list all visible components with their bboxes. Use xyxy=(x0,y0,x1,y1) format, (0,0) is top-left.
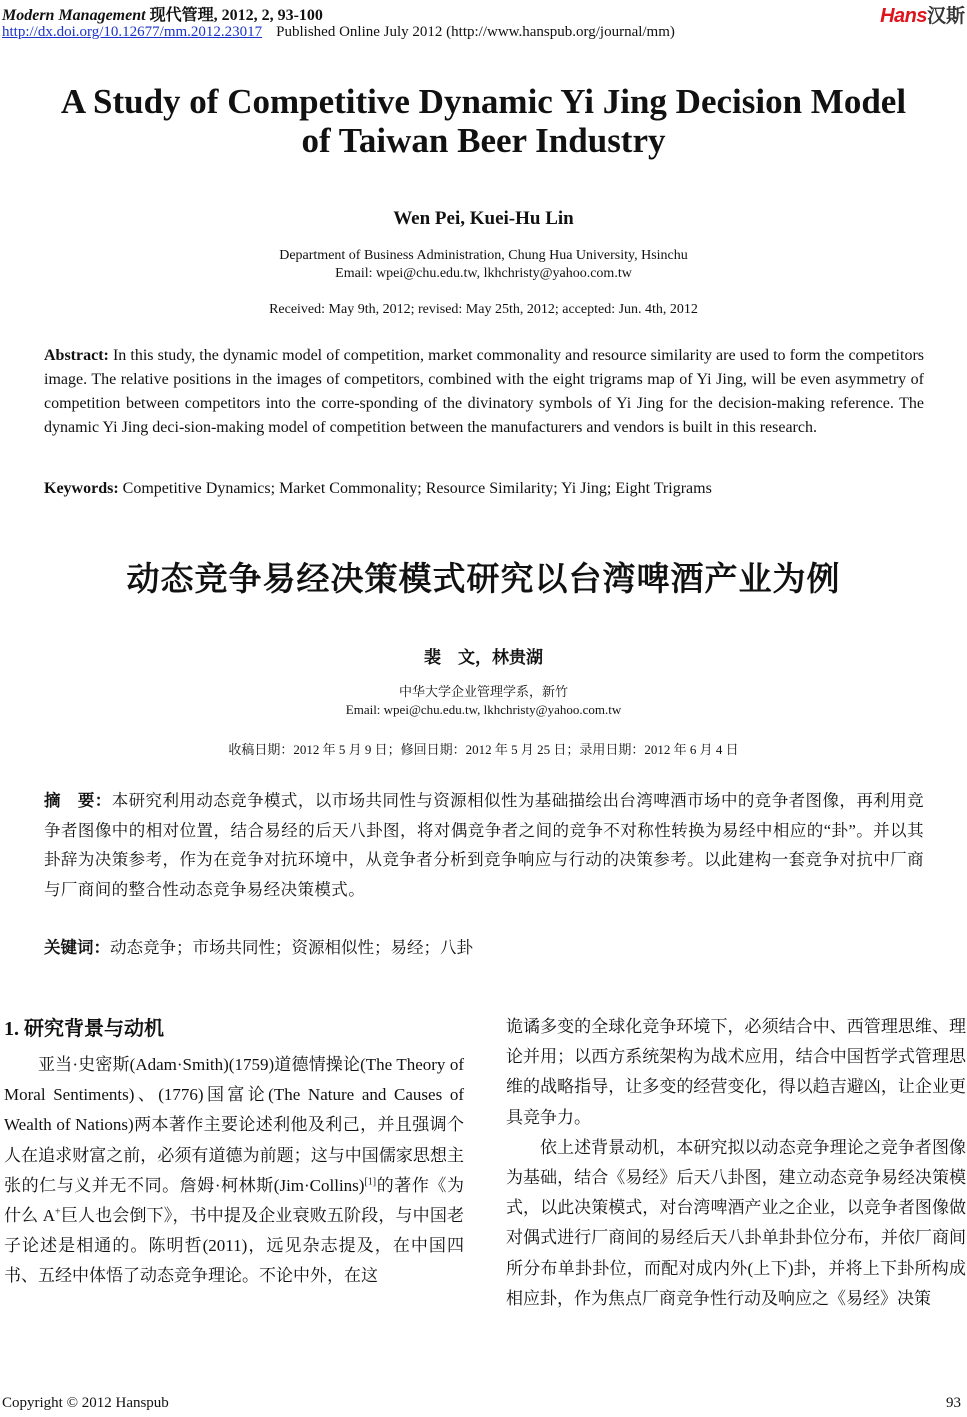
paper-title-english xyxy=(0,82,967,160)
paragraph-continued: 诡谲多变的全球化竞争环境下，必须结合中、西管理思维、理论并用；以西方系统架构为战术应用，结合中国哲学式管理思维的战略指导，让多变的经营变化，得以趋吉避凶，让企业更具竞争力。 xyxy=(506,1017,966,1127)
page-number: 93 xyxy=(946,1395,961,1411)
abstract-english xyxy=(44,344,924,440)
abstract-label-cn: 摘 要： xyxy=(44,791,112,810)
abstract-text-cn: 本研究利用动态竞争模式，以市场共同性与资源相似性为基础描绘出台湾啤酒市场中的竞争者图像，再利用竞争者图像中的相对位置，结合易经的后天八卦图，将对偶竞争者之间的竞争不对称性转换为易经中相应的“卦”。并以其卦辞为决策参考，作为在竞争对抗环境中，从竞争者分析到竞争响应与行动的决策参考。以此建构一套竞争对抗中厂商与厂商间的整合性动态竞争易经决策模式。 xyxy=(44,791,924,899)
section-heading xyxy=(4,1012,164,1041)
paper-title-chinese: 动态竞争易经决策模式研究以台湾啤酒产业为例 xyxy=(126,559,841,598)
abstract-chinese xyxy=(44,786,924,904)
authors-chinese: 裴 文，林贵湖 xyxy=(424,648,543,667)
keywords-text-cn: 动态竞争；市场共同性；资源相似性；易经；八卦 xyxy=(110,938,473,957)
keywords-label: Keywords: xyxy=(44,480,119,497)
paragraph xyxy=(4,1050,464,1292)
body-column-right xyxy=(506,1012,966,1314)
affiliation-text: Department of Business Administration, Chung Hua University, Hsinchu xyxy=(279,248,688,263)
logo-latin: Hans xyxy=(880,5,927,27)
citation-ref[interactable]: [1] xyxy=(364,1176,377,1188)
section-title: 研究背景与动机 xyxy=(24,1016,164,1040)
received-dates-english: Received: May 9th, 2012; revised: May 25th, 2012; accepted: Jun. 4th, 2012 xyxy=(269,302,698,317)
keywords-english xyxy=(44,480,924,498)
published-online: Published Online July 2012 (http://www.hanspub.org/journal/mm) xyxy=(276,24,675,40)
paragraph-text: 的著作《为什么 A xyxy=(4,1175,464,1226)
affiliation-text-cn: 中华大学企业管理学系，新竹 xyxy=(398,684,568,699)
superscript-plus: + xyxy=(55,1206,61,1218)
journal-info: 现代管理, 2012, 2, 93-100 xyxy=(145,7,323,24)
keywords-text: Competitive Dynamics; Market Commonality; Resource Similarity; Yi Jing; Eight Trigrams xyxy=(118,480,712,497)
paragraph-text: 巨人也会倒下》，书中提及企业衰败五阶段，与中国老子论述是相通的。陈明哲(2011)，远见杂志提及，在中国四书、五经中体悟了动态竞争理论。不论中外，在这 xyxy=(4,1206,465,1286)
email-text: Email: wpei@chu.edu.tw, lkhchristy@yahoo.com.tw xyxy=(335,266,632,281)
logo-chinese: 汉斯 xyxy=(926,6,965,27)
title-line-1: A Study of Competitive Dynamic Yi Jing Decision Model xyxy=(60,82,907,121)
paragraph: 依上述背景动机，本研究拟以动态竞争理论之竞争者图像为基础，结合《易经》后天八卦图，建立动态竞争易经决策模式，以此决策模式，对台湾啤酒产业之企业，以竞争者图像做对偶式进行厂商间的易经后天八卦单卦卦位分布，并依厂商间所分布单卦卦位，而配对成内外(上下)卦，并将上下卦所构成相应卦，作为焦点厂商竞争性行动及响应之《易经》决策 xyxy=(506,1137,966,1308)
hans-logo xyxy=(880,1,965,28)
received-dates-chinese: 收稿日期：2012 年 5 月 9 日；修回日期：2012 年 5 月 25 日；录用日期：2012 年 6 月 4 日 xyxy=(228,742,739,757)
abstract-label: Abstract: xyxy=(44,347,109,364)
copyright-footer: Copyright © 2012 Hanspub xyxy=(2,1395,169,1411)
keywords-chinese xyxy=(44,934,924,958)
journal-name: Modern Management xyxy=(2,7,146,24)
paragraph-text: 亚当·史密斯(Adam·Smith)(1759)道德情操论(The Theory of Moral Sentiments)、(1776)国富论(The Nature and Causes of Wealth of Nations)两本著作主要论述利他及利己，并且强调个人在追求财富之前，必须有道德为前题；这与中国儒家思想主张的仁与义并无不同。詹姆·柯林斯(Jim·Collins) xyxy=(4,1055,464,1195)
doi-line xyxy=(2,24,675,41)
abstract-text: In this study, the dynamic model of competition, market commonality and resource similarity are used to form the competitors image. The relative positions in the images of competitors, combined with the eight trigrams map of Yi Jing, will be even asymmetry of competition between competitors into the corre-sponding of the divinatory symbols of Yi Jing for the decision-making reference. The dynamic Yi Jing deci-sion-making model of competition between the manufacturers and vendors is built in this research. xyxy=(44,347,924,436)
keywords-label-cn: 关键词： xyxy=(44,938,110,957)
affiliation-chinese xyxy=(0,683,967,719)
section-number: 1. xyxy=(4,1018,24,1040)
journal-header xyxy=(2,2,323,25)
doi-link[interactable]: http://dx.doi.org/10.12677/mm.2012.23017 xyxy=(2,24,263,40)
body-column-left xyxy=(4,1050,464,1292)
affiliation-english xyxy=(0,247,967,283)
authors-english: Wen Pei, Kuei-Hu Lin xyxy=(393,208,574,229)
title-line-2: of Taiwan Beer Industry xyxy=(301,121,666,160)
email-text-cn: Email: wpei@chu.edu.tw, lkhchristy@yahoo.com.tw xyxy=(345,702,622,717)
